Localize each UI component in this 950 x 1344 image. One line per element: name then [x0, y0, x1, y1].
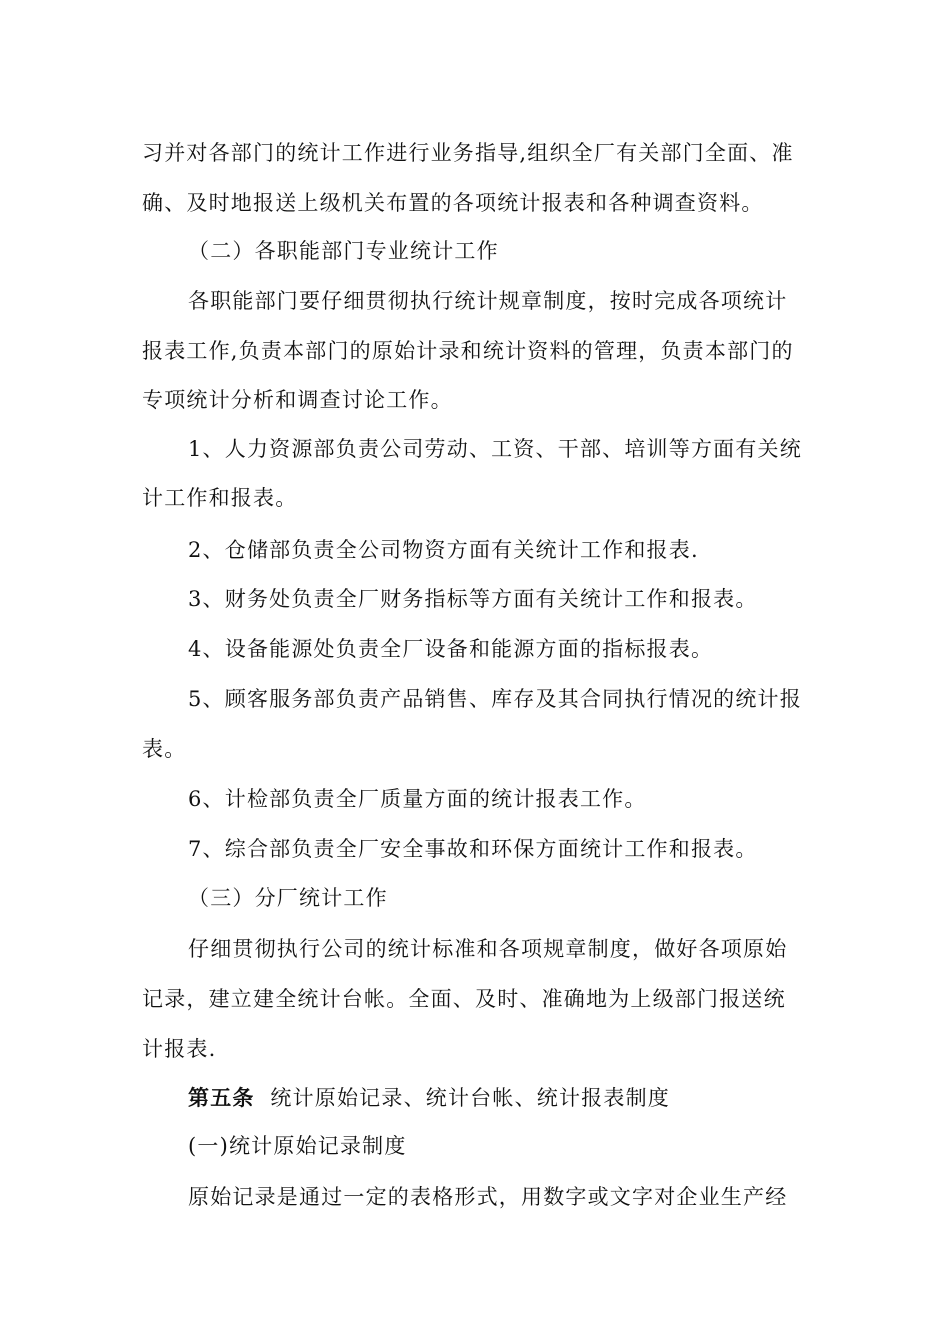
article-label: 第五条 — [188, 1085, 255, 1110]
list-item: 1、人力资源部负责公司劳动、工资、干部、培训等方面有关统 — [188, 437, 802, 461]
article-title: 统计原始记录、统计台帐、统计报表制度 — [270, 1086, 670, 1110]
text-line: 记录，建立建全统计台帐。全面、及时、准确地为上级部门报送统 — [142, 987, 786, 1011]
list-item: 5、顾客服务部负责产品销售、库存及其合同执行情况的统计报 — [188, 687, 802, 711]
list-item: 6、计检部负责全厂质量方面的统计报表工作。 — [188, 787, 647, 811]
article-heading — [188, 1083, 868, 1113]
text-line: 专项统计分析和调查讨论工作。 — [142, 388, 453, 412]
list-item: 2、仓储部负责全公司物资方面有关统计工作和报表. — [188, 538, 699, 562]
section-heading: （三）分厂统计工作 — [188, 886, 388, 910]
text-line: 原始记录是通过一定的表格形式，用数字或文字对企业生产经 — [188, 1185, 788, 1209]
text-line: 习并对各部门的统计工作进行业务指导,组织全厂有关部门全面、准 — [142, 141, 794, 165]
section-heading: （二）各职能部门专业统计工作 — [188, 239, 499, 263]
text-line: 表。 — [142, 737, 187, 761]
text-line: 报表工作,负责本部门的原始计录和统计资料的管理，负责本部门的 — [142, 339, 794, 363]
list-item: 3、财务处负责全厂财务指标等方面有关统计工作和报表。 — [188, 587, 758, 611]
text-line: 仔细贯彻执行公司的统计标准和各项规章制度，做好各项原始 — [188, 937, 788, 961]
text-line: 确、及时地报送上级机关布置的各项统计报表和各种调查资料。 — [142, 191, 764, 215]
text-line: 各职能部门要仔细贯彻执行统计规章制度，按时完成各项统计 — [188, 289, 788, 313]
text-line: 计工作和报表。 — [142, 486, 298, 510]
list-item: 7、综合部负责全厂安全事故和环保方面统计工作和报表。 — [188, 837, 758, 861]
text-line: 计报表. — [142, 1037, 217, 1061]
list-item: 4、设备能源处负责全厂设备和能源方面的指标报表。 — [188, 637, 714, 661]
section-heading: (一)统计原始记录制度 — [188, 1134, 407, 1158]
